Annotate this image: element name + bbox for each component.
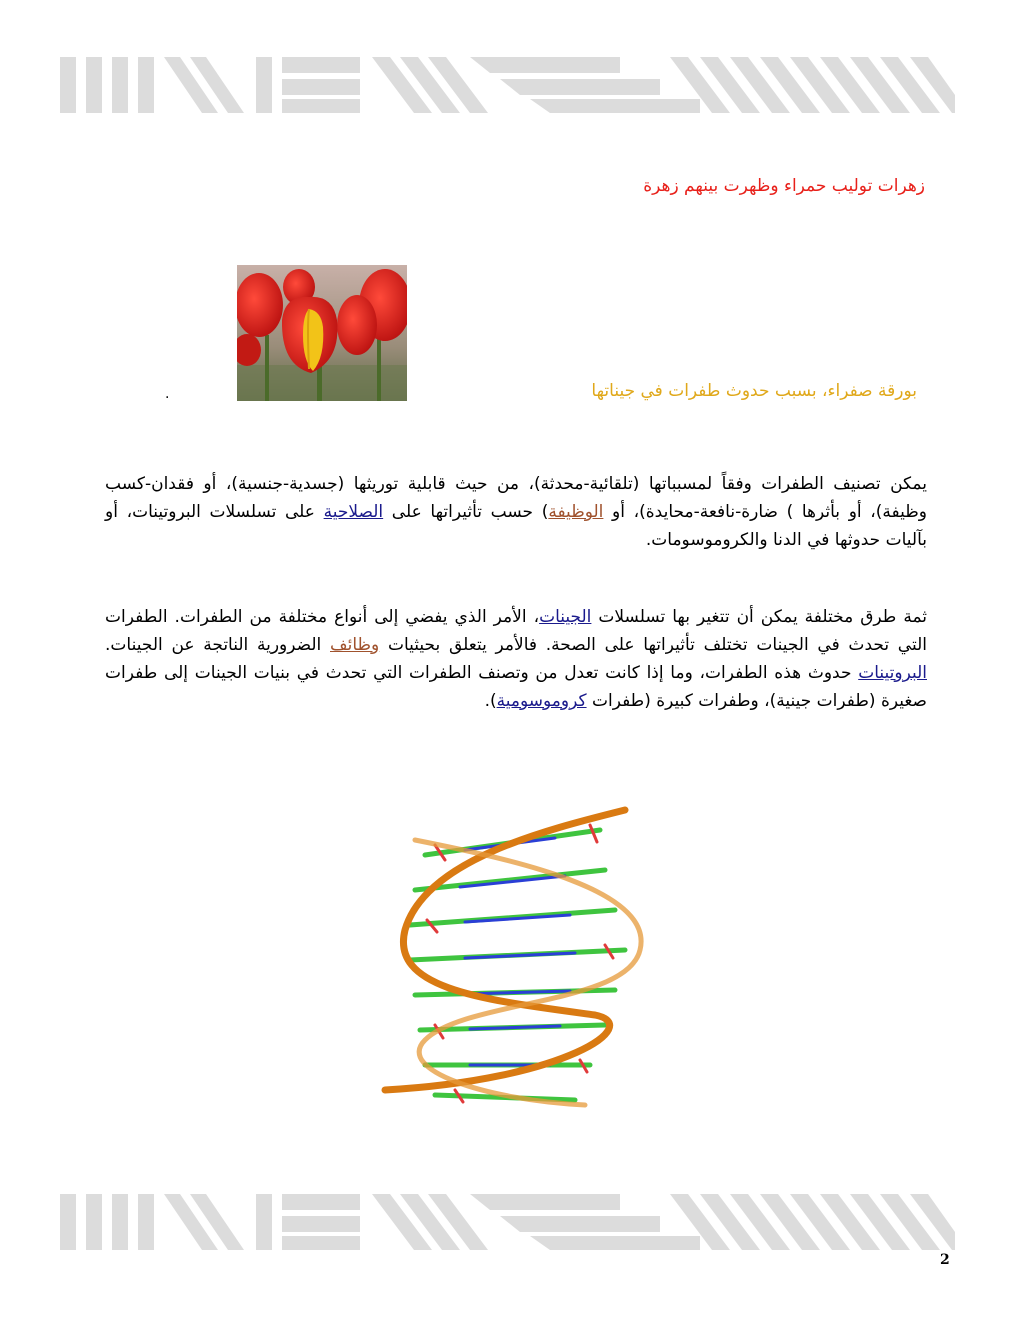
paragraph2-text: حدوث هذه الطفرات، وما إذا كانت تعدل من وتصنف الطفرات التي تحدث في بنيات الجينات إلى طفرات صغيرة (طفرات جينية)، وطفرات كبيرة (طفرات bbox=[105, 663, 927, 711]
paragraph2-text: ، الأمر الذي يفضي إلى أنواع مختلفة من الطفرات. الطفرات التي تحدث في الجينات تختلف تأثيراتها على الصحة. فالأمر يتعلق بحيثيات bbox=[105, 607, 927, 655]
link-functions[interactable]: وظائف bbox=[330, 635, 380, 655]
paragraph1-text: على تسلسلات البروتينات، أو بآليات حدوثها في الدنا والكروموسومات. bbox=[105, 502, 927, 550]
paragraph-classification bbox=[105, 470, 927, 554]
paragraph2-text: الضرورية الناتجة عن الجينات. bbox=[105, 635, 330, 655]
link-proteins[interactable]: البروتينات bbox=[858, 663, 927, 683]
page-title: زهرات توليب حمراء وظهرت بينهم زهرة bbox=[643, 176, 925, 196]
link-fitness[interactable]: الصلاحية bbox=[323, 502, 384, 522]
paragraph1-text: ) حسب تأثيراتها على bbox=[383, 502, 549, 522]
link-genes[interactable]: الجينات bbox=[539, 607, 592, 627]
paragraph2-text: ثمة طرق مختلفة يمكن أن تتغير بها تسلسلات bbox=[591, 607, 928, 627]
paragraph1-text: يمكن تصنيف الطفرات وفقاً لمسبباتها (تلقائية-محدثة)، من حيث قابلية توريثها (جسدية-جنسية)، أو فقدان-كسب وظيفة)، أو بأثرها ) ضارة-نافعة-محايدة)، أو bbox=[105, 474, 927, 522]
paragraph-mutation-types bbox=[105, 603, 927, 715]
top-decorative-band bbox=[60, 55, 955, 115]
page-number: 2 bbox=[940, 1252, 950, 1268]
paragraph2-text: ). bbox=[484, 691, 497, 711]
link-function[interactable]: الوظيفة bbox=[548, 502, 604, 522]
dna-helix-illustration bbox=[365, 800, 670, 1120]
image-caption: بورقة صفراء، بسبب حدوث طفرات في جيناتها bbox=[591, 381, 917, 401]
tulip-photo bbox=[237, 265, 407, 401]
bottom-decorative-band bbox=[60, 1192, 955, 1252]
caption-dot: . bbox=[165, 386, 170, 402]
link-chromosomal[interactable]: كروموسومية bbox=[496, 691, 587, 711]
